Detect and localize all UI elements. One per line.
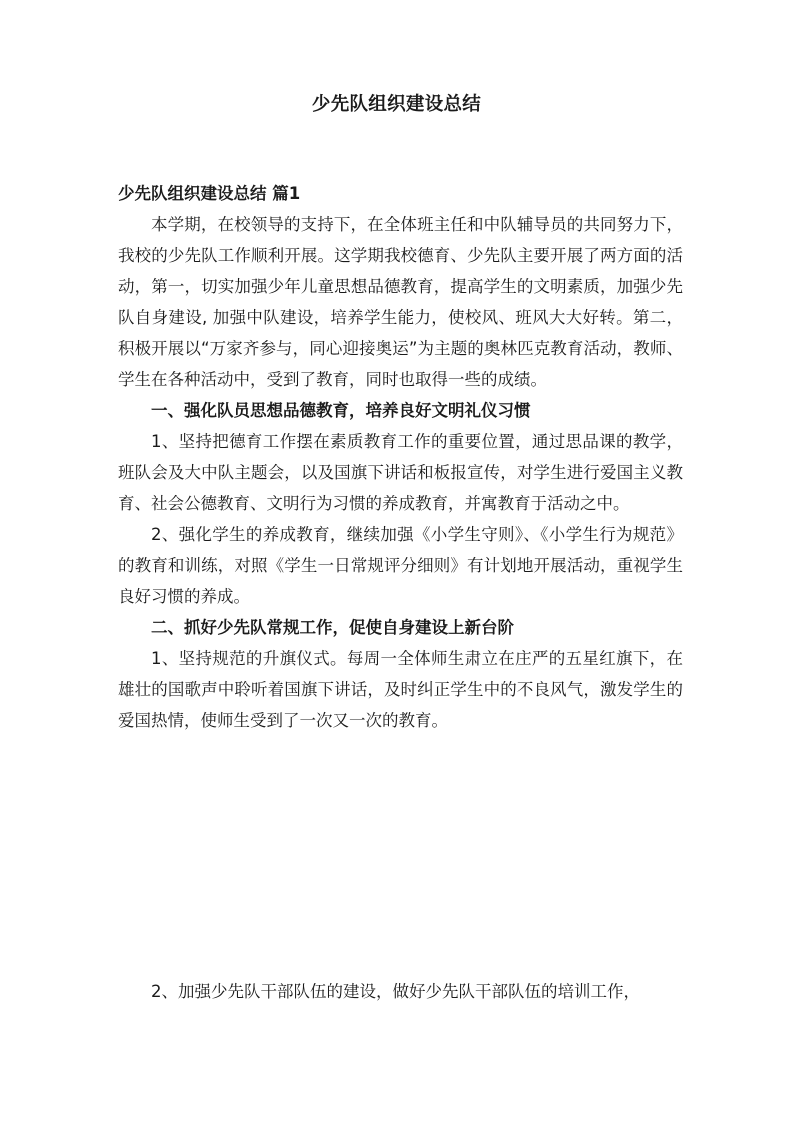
paragraph-item-2: 2、强化学生的养成教育，继续加强《小学生守则》、《小学生行为规范》的教育和训练，对照《学生一日常规评分细则》有计划地开展活动，重视学生良好习惯的养成。	[118, 525, 683, 606]
document-body	[118, 178, 683, 736]
section-title: 少先队组织建设总结 篇1	[118, 184, 301, 203]
paragraph-cadre-training: 2、加强少先队干部队伍的建设，做好少先队干部队伍的培训工作，	[151, 982, 640, 1001]
paragraph-flag-ceremony: 1、坚持规范的升旗仪式。每周一全体师生肃立在庄严的五星红旗下，在雄壮的国歌声中聆听着国旗下讲话，及时纠正学生中的不良风气，激发学生的爱国热情，使师生受到了一次又一次的教育。	[118, 649, 683, 730]
heading-routine-work: 二、抓好少先队常规工作，促使自身建设上新台阶	[151, 618, 514, 637]
paragraph-item-1: 1、坚持把德育工作摆在素质教育工作的重要位置，通过思品课的教学，班队会及大中队主题会，以及国旗下讲话和板报宣传，对学生进行爱国主义教育、社会公德教育、文明行为习惯的养成教育，并寓教育于活动之中。	[118, 432, 683, 513]
document-title: 少先队组织建设总结	[311, 94, 482, 115]
heading-moral-education: 一、强化队员思想品德教育，培养良好文明礼仪习惯	[151, 401, 531, 420]
paragraph-intro: 本学期，在校领导的支持下，在全体班主任和中队辅导员的共同努力下，我校的少先队工作顺利开展。这学期我校德育、少先队主要开展了两方面的活动，第一，切实加强少年儿童思想品德教育，提高学生的文明素质，加强少先队自身建设, 加强中队建设，培养学生能力，使校风、班风大大好转。第二，积极开展以“万家齐参与，同心迎接奥运”为主题的奥林匹克教育活动，教师、学生在各种活动中，受到了教育，同时也取得一些的成绩。	[118, 215, 683, 389]
